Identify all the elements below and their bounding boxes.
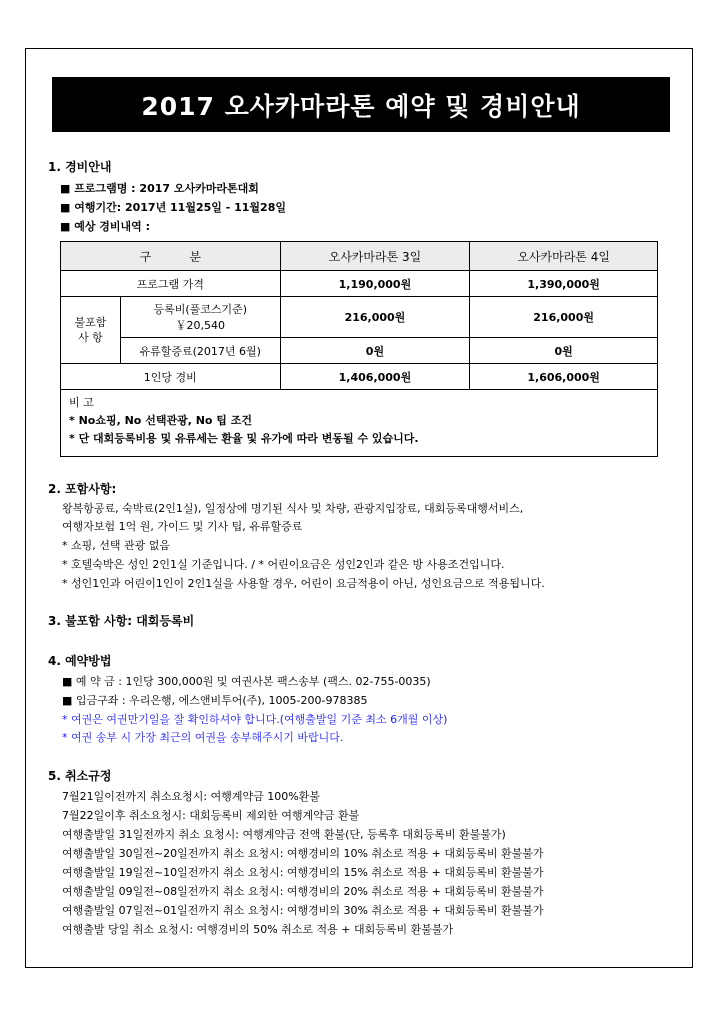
section-4-heading: 4. 예약방법 (48, 654, 112, 668)
included-line-2: 여행자보험 1억 원, 가이드 및 기사 팁, 유류할증료 (62, 520, 303, 533)
header-3day: 오사카마라톤 3일 (280, 242, 470, 271)
registration-4day: 216,000원 (470, 297, 658, 338)
included-line-1: 왕복항공료, 숙박료(2인1실), 일정상에 명기된 식사 및 차량, 관광지입장료, 대회등록대행서비스, (62, 502, 524, 515)
cancel-line-3: 여행출발일 31일전까지 취소 요청시: 여행계약금 전액 환불(단, 등록후 대회등록비 환불불가) (62, 828, 506, 841)
notes-cell (61, 390, 658, 457)
cancel-line-5: 여행출발일 19일전~10일전까지 취소 요청시: 여행경비의 15% 취소로 적용 + 대회등록비 환불불가 (62, 866, 544, 879)
header-category: 구 분 (61, 242, 281, 271)
program-price-3day: 1,190,000원 (280, 271, 470, 297)
fuel-surcharge-4day: 0원 (470, 338, 658, 364)
deposit-line: ■ 예 약 금 : 1인당 300,000원 및 여권사본 팩스송부 (팩스. 02-755-0035) (62, 675, 431, 688)
fuel-surcharge-3day: 0원 (280, 338, 470, 364)
expected-cost-label: ■ 예상 경비내역 : (60, 220, 151, 233)
header-4day: 오사카마라톤 4일 (470, 242, 658, 271)
registration-3day: 216,000원 (280, 297, 470, 338)
per-person-4day: 1,606,000원 (470, 364, 658, 390)
section-5-heading: 5. 취소규정 (48, 769, 112, 783)
passport-note-1: * 여권은 여권만기일을 잘 확인하셔야 합니다.(여행출발일 기준 최소 6개월 이상) (62, 713, 448, 726)
table-row (61, 271, 658, 297)
notes-heading: 비 고 (69, 396, 94, 409)
section-3-heading: 3. 불포함 사항: 대회등록비 (48, 614, 195, 628)
section-2-heading: 2. 포함사항: (48, 482, 117, 496)
cancel-line-4: 여행출발일 30일전~20일전까지 취소 요청시: 여행경비의 10% 취소로 적용 + 대회등록비 환불불가 (62, 847, 544, 860)
page-title: 2017 오사카마라톤 예약 및 경비안내 (52, 77, 670, 132)
fuel-surcharge-label: 유류할증료(2017년 6월) (120, 338, 280, 364)
included-line-3: * 쇼핑, 선택 관광 없음 (62, 539, 170, 552)
passport-note-2: * 여권 송부 시 가장 최근의 여권을 송부해주시기 바랍니다. (62, 731, 344, 744)
registration-label-cell (120, 297, 280, 338)
table-row (61, 297, 658, 338)
table-row (61, 364, 658, 390)
registration-yen: ￥20,540 (175, 319, 225, 332)
notes-line-2: * 단 대회등록비용 및 유류세는 환율 및 유가에 따라 변동될 수 있습니다. (69, 432, 419, 445)
cancel-line-1: 7월21일이전까지 취소요청시: 여행계약금 100%환불 (62, 790, 320, 803)
registration-label: 등록비(풀코스기준) (153, 303, 248, 316)
program-price-label: 프로그램 가격 (61, 271, 281, 297)
cancel-line-8: 여행출발 당일 취소 요청시: 여행경비의 50% 취소로 적용 + 대회등록비 환불불가 (62, 923, 454, 936)
table-row (61, 390, 658, 457)
included-line-5: * 성인1인과 어린이1인이 2인1실을 사용할 경우, 어린이 요금적용이 아닌, 성인요금으로 적용됩니다. (62, 577, 545, 590)
cancel-line-7: 여행출발일 07일전~01일전까지 취소 요청시: 여행경비의 30% 취소로 적용 + 대회등록비 환불불가 (62, 904, 544, 917)
cancel-line-6: 여행출발일 09일전~08일전까지 취소 요청시: 여행경비의 20% 취소로 적용 + 대회등록비 환불불가 (62, 885, 544, 898)
excluded-items-label: 불포함 사 항 (61, 297, 121, 364)
included-line-4: * 호텔숙박은 성인 2인1실 기준입니다. / * 어린이요금은 성인2인과 같은 방 사용조건입니다. (62, 558, 505, 571)
cancel-line-2: 7월22일이후 취소요청시: 대회등록비 제외한 여행계약금 환불 (62, 809, 360, 822)
per-person-3day: 1,406,000원 (280, 364, 470, 390)
section-1-heading: 1. 경비안내 (48, 160, 112, 174)
table-header-row (61, 242, 658, 271)
notes-line-1: * No쇼핑, No 선택관광, No 팁 조건 (69, 414, 253, 427)
per-person-label: 1인당 경비 (61, 364, 281, 390)
program-name: ■ 프로그램명 : 2017 오사카마라톤대회 (60, 182, 259, 195)
travel-period: ■ 여행기간: 2017년 11월25일 - 11월28일 (60, 201, 286, 214)
bank-account-line: ■ 입금구좌 : 우리은행, 에스앤비투어(주), 1005-200-978385 (62, 694, 368, 707)
table-row (61, 338, 658, 364)
cost-table (60, 241, 658, 457)
program-price-4day: 1,390,000원 (470, 271, 658, 297)
